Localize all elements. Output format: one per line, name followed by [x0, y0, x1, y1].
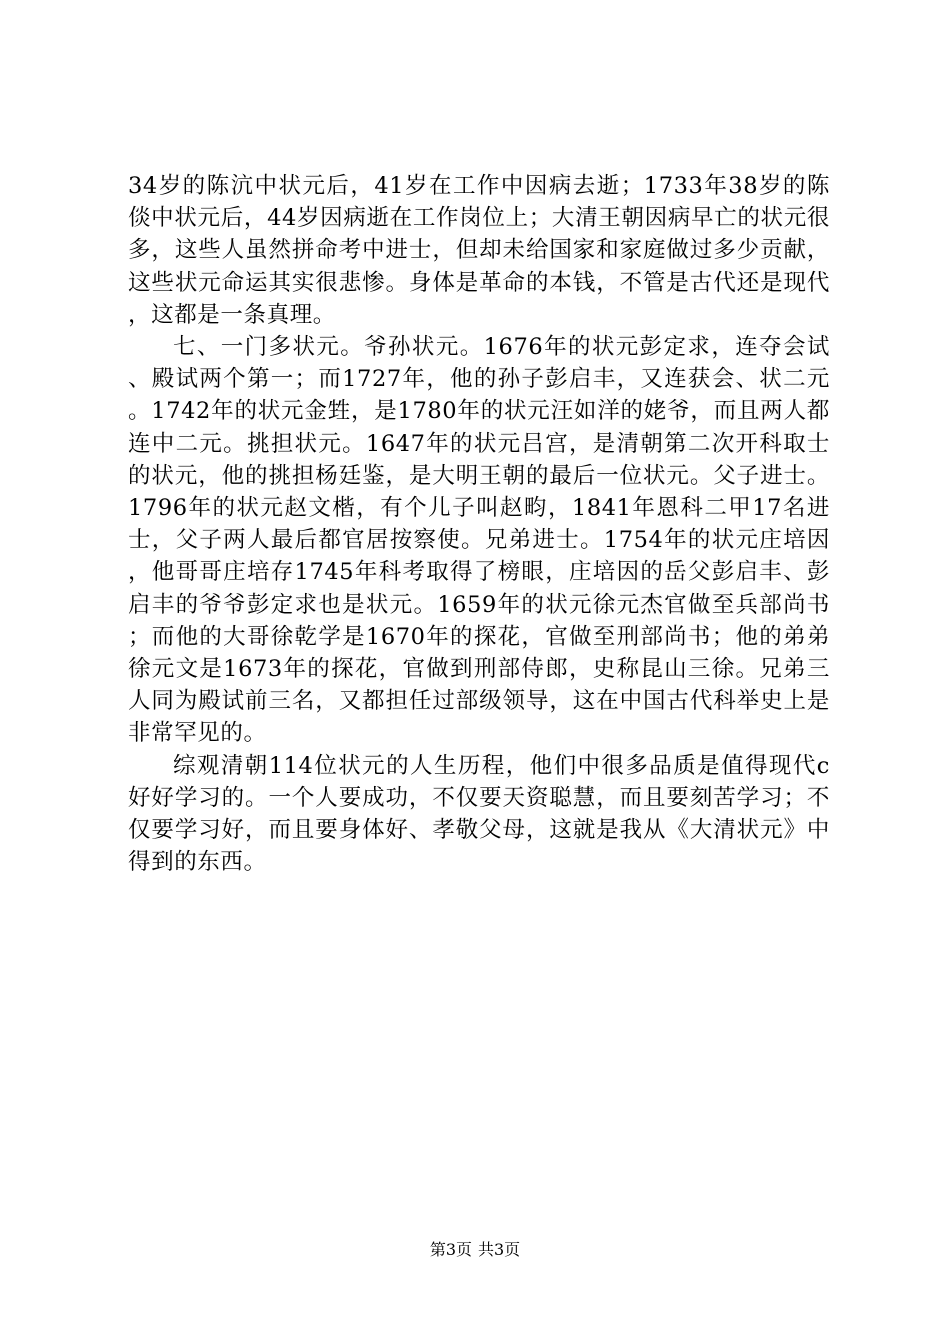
- paragraph-continuation: 34岁的陈沆中状元后，41岁在工作中因病去逝；1733年38岁的陈倓中状元后，44岁因病逝在工作岗位上；大清王朝因病早亡的状元很多，这些人虽然拼命考中进士，但却未给国家和家庭做过多少贡献，这些状元命运其实很悲惨。身体是革命的本钱，不管是古代还是现代，这都是一条真理。: [128, 173, 830, 328]
- page-total: 共3页: [478, 1240, 521, 1259]
- paragraph-section-seven: 七、一门多状元。爷孙状元。1676年的状元彭定求，连夺会试、殿试两个第一；而1727年，他的孙子彭启丰，又连获会、状二元。1742年的状元金甡，是1780年的状元汪如洋的姥爷，而且两人都连中二元。挑担状元。1647年的状元吕宫，是清朝第二次开科取士的状元，他的挑担杨廷鉴，是大明王朝的最后一位状元。父子进士。1796年的状元赵文楷，有个儿子叫赵畇，1841年恩科二甲17名进士，父子两人最后都官居按察使。兄弟进士。1754年的状元庄培因，他哥哥庄培存1745年科考取得了榜眼，庄培因的岳父彭启丰、彭启丰的爷爷彭定求也是状元。1659年的状元徐元杰官做至兵部尚书；而他的大哥徐乾学是1670年的探花，官做至刑部尚书；他的弟弟徐元文是1673年的探花，官做到刑部侍郎，史称昆山三徐。兄弟三人同为殿试前三名，又都担任过部级领导，这在中国古代科举史上是非常罕见的。: [128, 334, 830, 747]
- document-body: [128, 170, 830, 878]
- paragraph-conclusion: 综观清朝114位状元的人生历程，他们中很多品质是值得现代c好好学习的。一个人要成功，不仅要天资聪慧，而且要刻苦学习；不仅要学习好，而且要身体好、孝敬父母，这就是我从《大清状元》中得到的东西。: [128, 752, 830, 876]
- page-number: 第3页: [429, 1240, 472, 1259]
- page-footer: [0, 1240, 950, 1260]
